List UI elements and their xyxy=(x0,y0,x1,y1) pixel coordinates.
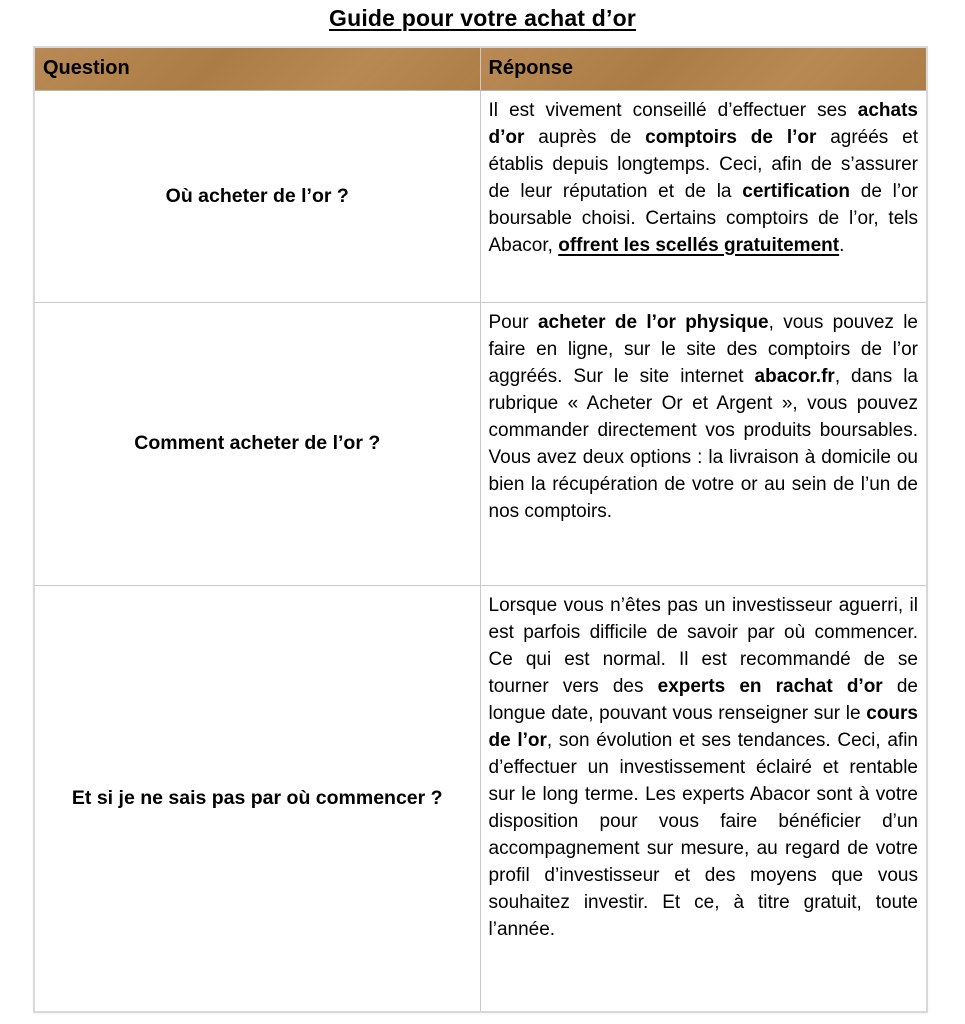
answer-text-segment: Lorsque vous n’êtes pas un investisseur aguerri, il est parfois difficile de savoir par où commencer. Ce qui est normal. Il est recommandé de se tourner vers des xyxy=(488,594,918,697)
table-header-row xyxy=(34,47,927,90)
answer-text-segment: Pour xyxy=(488,311,538,333)
answer-text-segment: certification xyxy=(742,180,850,202)
answer-text-segment: experts en rachat d’or xyxy=(657,675,883,697)
answer-text-segment: , dans la rubrique « Acheter Or et Argent », vous pouvez commander directement vos produits boursables. Vous avez deux options : la livraison à domicile ou bien la récupération de votre or au sein de l’un de nos comptoirs. xyxy=(488,365,918,522)
page-title: Guide pour votre achat d’or xyxy=(329,5,636,31)
answer-text-segment: de longue date, pouvant vous renseigner sur le xyxy=(488,675,918,724)
table-row xyxy=(34,90,927,302)
column-header-response: Réponse xyxy=(480,47,927,90)
answer-text-segment: , son évolution et ses tendances. Ceci, afin d’effectuer un investissement éclairé et rentable sur le long terme. Les experts Abacor sont à votre disposition pour vous faire bénéficier d’un accompagnement sur mesure, au regard de votre profil d’investisseur et des moyens que vous souhaitez investir. Et ce, à titre gratuit, toute l’année. xyxy=(488,729,918,940)
faq-table xyxy=(33,46,928,1013)
answer-text-segment: de l’or boursable choisi. Certains comptoirs de l’or, tels Abacor, xyxy=(488,180,918,256)
answer-text-segment: abacor.fr xyxy=(754,365,835,387)
answer-text-segment: Il est vivement conseillé d’effectuer ses xyxy=(488,99,858,121)
answer-text-segment: achats d’or xyxy=(488,99,918,148)
table-row xyxy=(34,302,927,585)
answer-text-segment: acheter de l’or physique xyxy=(537,311,769,333)
answer-text-segment: comptoirs de l’or xyxy=(645,126,817,148)
question-cell-where-to-buy: Où acheter de l’or ? xyxy=(34,90,480,302)
answer-text-segment: auprès de xyxy=(524,126,646,148)
question-cell-where-to-start: Et si je ne sais pas par où commencer ? xyxy=(34,585,480,1012)
answer-text-segment: , vous pouvez le faire en ligne, sur le site des comptoirs de l’or aggréés. Sur le site internet xyxy=(488,311,918,387)
answer-cell-where-to-buy xyxy=(480,90,927,302)
answer-cell-how-to-buy xyxy=(480,302,927,585)
table-row xyxy=(34,585,927,1012)
answer-text-segment: cours de l’or xyxy=(488,702,918,751)
column-header-question: Question xyxy=(34,47,480,90)
answer-cell-where-to-start xyxy=(480,585,927,1012)
answer-text-segment: agréés et établis depuis longtemps. Ceci, afin de s’assurer de leur réputation et de la xyxy=(488,126,918,202)
answer-text-segment: offrent les scellés gratuitement xyxy=(558,234,840,256)
answer-text-segment: . xyxy=(839,234,845,256)
question-cell-how-to-buy: Comment acheter de l’or ? xyxy=(34,302,480,585)
